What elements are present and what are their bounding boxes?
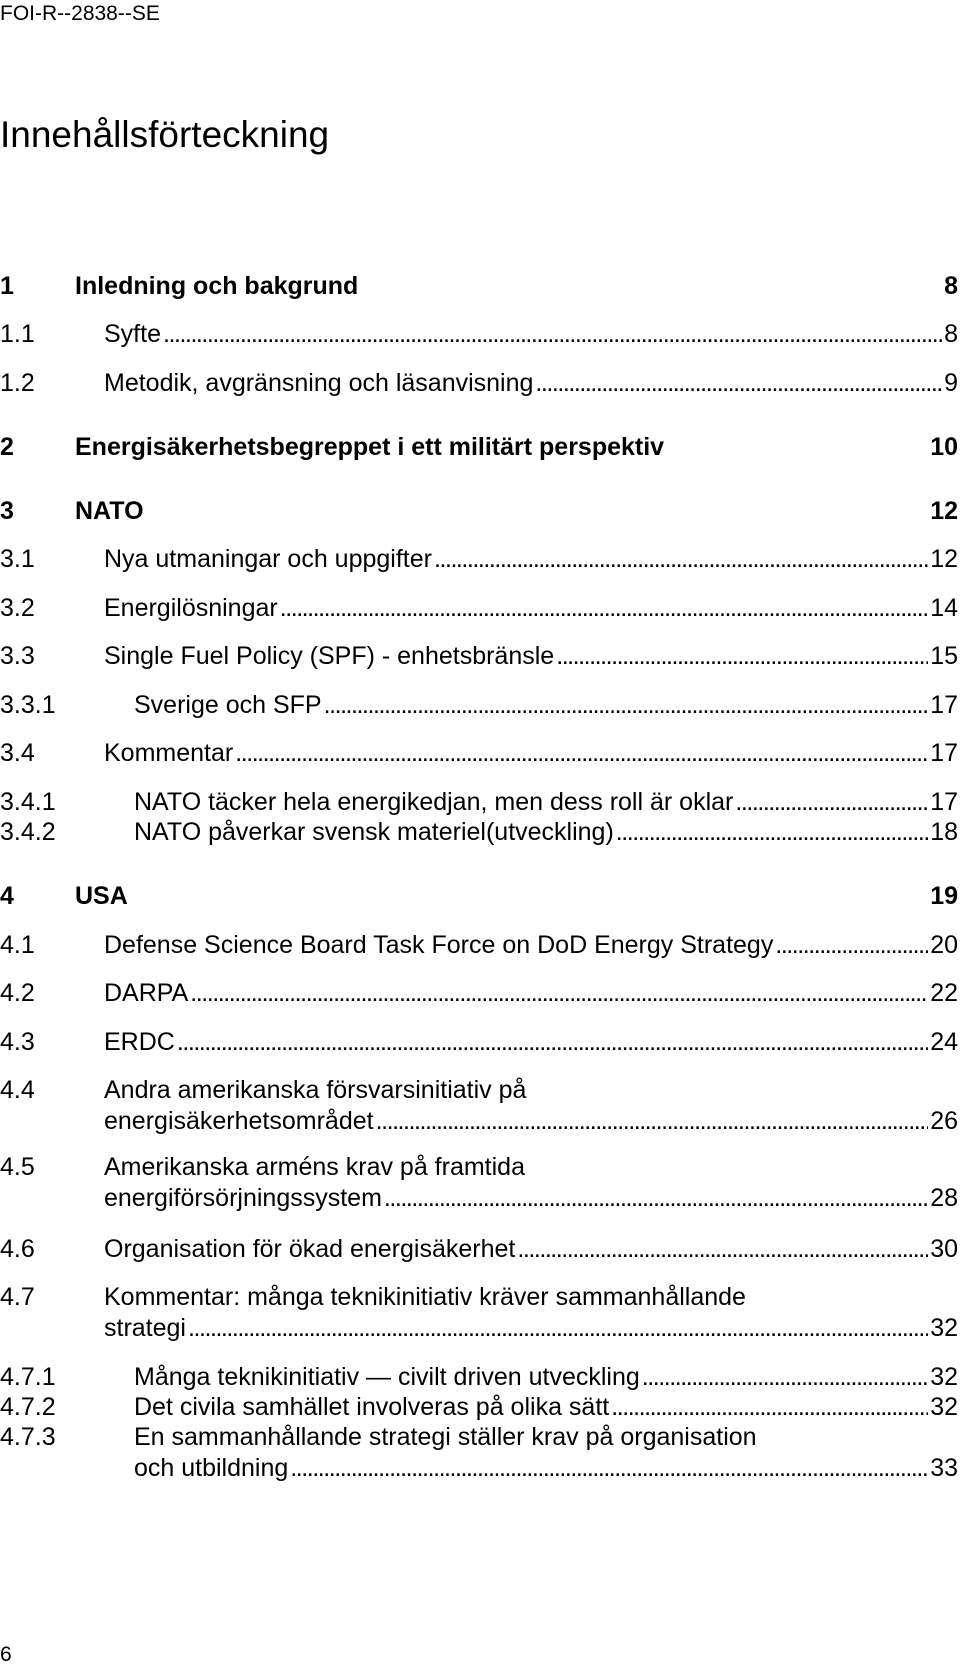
- toc-entry[interactable]: [0, 1025, 958, 1059]
- toc-entry[interactable]: [0, 1451, 958, 1485]
- toc-entry-number: 4.4: [0, 1076, 35, 1104]
- toc-entry-number: 3.3.1: [0, 691, 56, 719]
- page-number: 6: [0, 1643, 12, 1666]
- toc-entry[interactable]: [0, 1232, 958, 1266]
- toc-entry-number: 4.3: [0, 1028, 35, 1056]
- toc-entry[interactable]: [0, 591, 958, 625]
- toc-entry-page: 12: [930, 545, 958, 573]
- toc-entry-page: 32: [930, 1314, 958, 1342]
- toc-dot-leader: [376, 1104, 929, 1138]
- toc-entry[interactable]: [0, 688, 958, 722]
- toc-dot-leader: [235, 736, 928, 770]
- toc-entry[interactable]: [0, 1181, 958, 1215]
- toc-dot-leader: [735, 785, 928, 819]
- toc-dot-leader: [517, 1232, 928, 1266]
- toc-entry-page: 19: [930, 882, 958, 910]
- toc-entry-number: 4.5: [0, 1153, 35, 1181]
- document-id-header: FOI-R--2838--SE: [0, 2, 160, 25]
- toc-entry-page: 20: [930, 931, 958, 959]
- toc-entry[interactable]: [0, 269, 958, 303]
- toc-entry-title: strategi: [104, 1314, 186, 1342]
- toc-entry-page: 8: [944, 272, 958, 300]
- toc-entry[interactable]: [0, 1073, 958, 1107]
- toc-entry-title: NATO: [75, 497, 144, 525]
- toc-entry-title: Många teknikinitiativ — civilt driven utveckling: [134, 1363, 640, 1391]
- toc-entry-page: 9: [944, 369, 958, 397]
- toc-entry-page: 32: [930, 1363, 958, 1391]
- toc-dot-leader: [280, 591, 928, 625]
- toc-dot-leader: [775, 928, 928, 962]
- toc-dot-leader: [290, 1451, 928, 1485]
- toc-entry[interactable]: [0, 1311, 958, 1345]
- toc-entry[interactable]: [0, 1420, 958, 1454]
- toc-entry[interactable]: [0, 1360, 958, 1394]
- toc-entry[interactable]: [0, 542, 958, 576]
- toc-entry-title: Kommentar: många teknikinitiativ kräver sammanhållande: [104, 1283, 746, 1311]
- toc-entry-number: 4.2: [0, 979, 35, 1007]
- toc-entry-title: Det civila samhället involveras på olika sätt: [134, 1393, 610, 1421]
- toc-entry-title: USA: [75, 882, 128, 910]
- toc-entry[interactable]: [0, 1390, 958, 1424]
- toc-dot-leader: [535, 366, 942, 400]
- toc-entry[interactable]: [0, 1280, 958, 1314]
- toc-entry-title: NATO påverkar svensk materiel(utveckling): [134, 818, 614, 846]
- toc-entry[interactable]: [0, 317, 958, 351]
- toc-entry-title: Amerikanska arméns krav på framtida: [104, 1153, 525, 1181]
- toc-entry-title: DARPA: [104, 979, 189, 1007]
- toc-entry-title: Single Fuel Policy (SPF) - enhetsbränsle: [104, 642, 555, 670]
- toc-entry-page: 15: [930, 642, 958, 670]
- toc-entry-number: 4: [0, 882, 14, 910]
- toc-dot-leader: [177, 1025, 928, 1059]
- toc-entry[interactable]: [0, 736, 958, 770]
- toc-entry-page: 18: [930, 818, 958, 846]
- toc-entry-number: 1.2: [0, 369, 35, 397]
- toc-entry-title: Organisation för ökad energisäkerhet: [104, 1235, 516, 1263]
- toc-dot-leader: [556, 639, 928, 673]
- toc-entry-page: 17: [930, 739, 958, 767]
- toc-entry-number: 4.7.2: [0, 1393, 56, 1421]
- toc-entry[interactable]: [0, 785, 958, 819]
- toc-entry[interactable]: [0, 430, 958, 464]
- toc-entry-number: 1: [0, 272, 14, 300]
- toc-entry-number: 3.2: [0, 594, 35, 622]
- toc-dot-leader: [384, 1181, 928, 1215]
- toc-entry-number: 4.1: [0, 931, 35, 959]
- toc-entry-page: 32: [930, 1393, 958, 1421]
- toc-entry[interactable]: [0, 366, 958, 400]
- toc-dot-leader: [190, 976, 928, 1010]
- page-title: Innehållsförteckning: [0, 114, 330, 155]
- toc-entry-number: 3.4: [0, 739, 35, 767]
- toc-entry-number: 4.7.3: [0, 1423, 56, 1451]
- toc-entry-title: energisäkerhetsområdet: [104, 1107, 374, 1135]
- toc-entry-page: 12: [930, 497, 958, 525]
- toc-entry-title: Kommentar: [104, 739, 234, 767]
- toc-entry-title: Andra amerikanska försvarsinitiativ på: [104, 1076, 527, 1104]
- toc-entry-title: och utbildning: [134, 1454, 289, 1482]
- toc-entry-title: energiförsörjningssystem: [104, 1184, 382, 1212]
- toc-entry-number: 3.1: [0, 545, 35, 573]
- toc-entry-page: 17: [930, 691, 958, 719]
- toc-entry-title: Energilösningar: [104, 594, 278, 622]
- toc-entry-page: 30: [930, 1235, 958, 1263]
- toc-entry-title: ERDC: [104, 1028, 175, 1056]
- toc-entry-page: 28: [930, 1184, 958, 1212]
- toc-entry[interactable]: [0, 976, 958, 1010]
- toc-entry[interactable]: [0, 879, 958, 913]
- toc-entry-title: Energisäkerhetsbegreppet i ett militärt perspektiv: [75, 433, 665, 461]
- toc-entry-title: Defense Science Board Task Force on DoD Energy Strategy: [104, 931, 774, 959]
- toc-entry-page: 8: [944, 320, 958, 348]
- toc-dot-leader: [434, 542, 928, 576]
- toc-entry-number: 2: [0, 433, 14, 461]
- toc-entry-number: 3: [0, 497, 14, 525]
- toc-entry[interactable]: [0, 1104, 958, 1138]
- toc-entry-page: 17: [930, 788, 958, 816]
- toc-entry-title: NATO täcker hela energikedjan, men dess roll är oklar: [134, 788, 734, 816]
- toc-entry-page: 33: [930, 1454, 958, 1482]
- toc-entry[interactable]: [0, 494, 958, 528]
- toc-dot-leader: [611, 1390, 928, 1424]
- toc-entry-title: Inledning och bakgrund: [75, 272, 359, 300]
- toc-entry[interactable]: [0, 815, 958, 849]
- toc-entry-title: Nya utmaningar och uppgifter: [104, 545, 432, 573]
- toc-entry[interactable]: [0, 928, 958, 962]
- toc-entry[interactable]: [0, 1150, 958, 1184]
- toc-entry-page: 10: [930, 433, 958, 461]
- toc-dot-leader: [188, 1311, 928, 1345]
- toc-entry-number: 4.7: [0, 1283, 35, 1311]
- toc-entry-number: 1.1: [0, 320, 35, 348]
- toc-entry-title: Sverige och SFP: [134, 691, 322, 719]
- toc-entry-page: 14: [930, 594, 958, 622]
- toc-entry-page: 24: [930, 1028, 958, 1056]
- toc-entry-number: 3.4.1: [0, 788, 56, 816]
- toc-entry-number: 4.6: [0, 1235, 35, 1263]
- toc-entry-number: 4.7.1: [0, 1363, 56, 1391]
- toc-entry-number: 3.3: [0, 642, 35, 670]
- toc-dot-leader: [324, 688, 929, 722]
- toc-entry[interactable]: [0, 639, 958, 673]
- toc-entry-title: Syfte: [104, 320, 161, 348]
- toc-dot-leader: [163, 317, 942, 351]
- toc-entry-number: 3.4.2: [0, 818, 56, 846]
- toc-entry-page: 22: [930, 979, 958, 1007]
- toc-entry-title: En sammanhållande strategi ställer krav på organisation: [134, 1423, 757, 1451]
- toc-dot-leader: [616, 815, 928, 849]
- toc-entry-title: Metodik, avgränsning och läsanvisning: [104, 369, 534, 397]
- toc-dot-leader: [642, 1360, 928, 1394]
- toc-entry-page: 26: [930, 1107, 958, 1135]
